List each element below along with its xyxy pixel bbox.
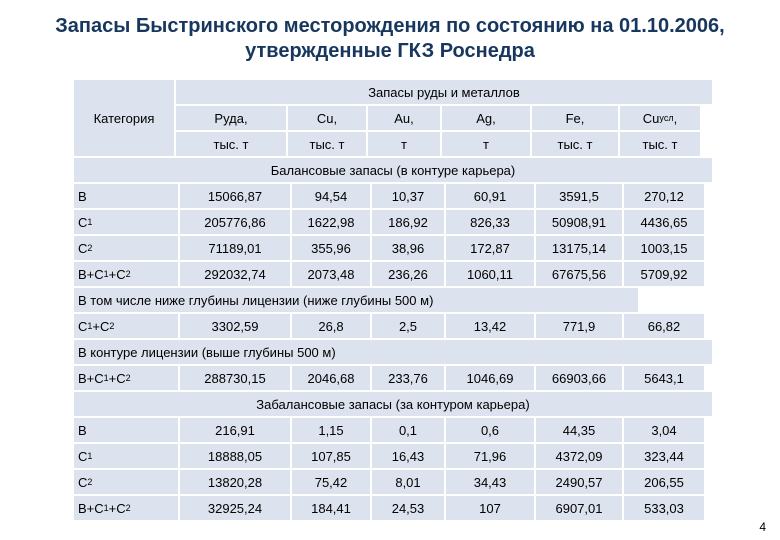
table-row: [74, 262, 712, 286]
below-license-rows: [74, 314, 712, 338]
header-names-row: [176, 106, 712, 130]
category-sub: 2: [87, 477, 93, 487]
category-sub-2: 2: [109, 321, 115, 331]
value-au: 236,26: [372, 262, 444, 286]
category-sub: 1: [103, 503, 109, 513]
header-category: Категория: [74, 80, 174, 156]
header-units-row: [176, 132, 712, 156]
category-base: B: [78, 422, 87, 438]
row-category: [74, 314, 178, 338]
page-title: [0, 14, 780, 64]
table-row: [74, 184, 712, 208]
value-au: 186,92: [372, 210, 444, 234]
value-ag: 1060,11: [446, 262, 534, 286]
col-unit-au: т: [368, 132, 440, 156]
table-row: [74, 366, 712, 390]
table-row: [74, 418, 712, 442]
value-cu: 1,15: [292, 418, 370, 442]
value-cu-equiv: 533,03: [624, 496, 704, 520]
header-group-row: [176, 80, 712, 104]
value-ag: 826,33: [446, 210, 534, 234]
title-line-1: Запасы Быстринского месторождения по состоянию на 01.10.2006,: [55, 15, 725, 37]
category-sub: 1: [103, 269, 109, 279]
row-category: [74, 262, 178, 286]
value-ore: 15066,87: [180, 184, 290, 208]
col-name-fe: Fe,: [532, 106, 618, 130]
row-category: [74, 496, 178, 520]
value-au: 38,96: [372, 236, 444, 260]
value-fe: 66903,66: [536, 366, 622, 390]
col-name-au: Au,: [368, 106, 440, 130]
col-name-cu-equiv-base: Cu: [642, 110, 660, 126]
category-base: C: [78, 448, 88, 464]
value-cu: 2046,68: [292, 366, 370, 390]
section-within-license: [74, 340, 712, 364]
header-columns: [176, 80, 712, 158]
reserves-table: [74, 80, 712, 522]
value-fe: 3591,5: [536, 184, 622, 208]
section-below-license-label: В том числе ниже глубины лицензии (ниже глубины 500 м): [74, 288, 638, 312]
value-ore: 13820,28: [180, 470, 290, 494]
category-sub-2: 2: [125, 269, 131, 279]
value-ag: 34,43: [446, 470, 534, 494]
section-balance: [74, 158, 712, 182]
value-cu: 1622,98: [292, 210, 370, 234]
category-base: C: [78, 474, 88, 490]
col-name-ore: Руда,: [176, 106, 286, 130]
col-name-cu-equiv-suffix: ,: [673, 110, 678, 126]
value-cu-equiv: 270,12: [624, 184, 704, 208]
category-base: C: [78, 240, 88, 256]
page-number: 4: [759, 520, 766, 534]
table-row: [74, 470, 712, 494]
row-category: [74, 470, 178, 494]
value-fe: 6907,01: [536, 496, 622, 520]
value-cu-equiv: 206,55: [624, 470, 704, 494]
col-name-cu-equiv-sub: усл: [659, 113, 674, 123]
value-ag: 13,42: [446, 314, 534, 338]
value-ore: 205776,86: [180, 210, 290, 234]
value-cu-equiv: 5643,1: [624, 366, 704, 390]
value-ag: 1046,69: [446, 366, 534, 390]
value-ore: 32925,24: [180, 496, 290, 520]
value-cu-equiv: 3,04: [624, 418, 704, 442]
value-cu: 94,54: [292, 184, 370, 208]
value-fe: 67675,56: [536, 262, 622, 286]
value-fe: 771,9: [536, 314, 622, 338]
table-row: [74, 236, 712, 260]
value-cu-equiv: 5709,92: [624, 262, 704, 286]
section-within-license-label: В контуре лицензии (выше глубины 500 м): [74, 340, 712, 364]
category-base: B+C: [78, 370, 104, 386]
value-au: 8,01: [372, 470, 444, 494]
value-ore: 288730,15: [180, 366, 290, 390]
value-fe: 2490,57: [536, 470, 622, 494]
value-fe: 50908,91: [536, 210, 622, 234]
value-fe: 4372,09: [536, 444, 622, 468]
table-row: [74, 444, 712, 468]
section-balance-label: Балансовые запасы (в контуре карьера): [74, 158, 712, 182]
value-au: 233,76: [372, 366, 444, 390]
title-line-2: утвержденные ГКЗ Роснедра: [245, 40, 535, 62]
value-au: 2,5: [372, 314, 444, 338]
col-unit-cu: тыс. т: [288, 132, 366, 156]
category-base: B+C: [78, 266, 104, 282]
category-sub: 2: [87, 243, 93, 253]
table-row: [74, 496, 712, 520]
category-suffix: +C: [108, 266, 126, 282]
category-sub: 1: [103, 373, 109, 383]
row-category: [74, 418, 178, 442]
value-ore: 216,91: [180, 418, 290, 442]
value-ag: 71,96: [446, 444, 534, 468]
col-unit-fe: тыс. т: [532, 132, 618, 156]
value-au: 16,43: [372, 444, 444, 468]
value-cu: 184,41: [292, 496, 370, 520]
category-base: C: [78, 214, 88, 230]
category-sub: 1: [87, 451, 93, 461]
value-cu-equiv: 323,44: [624, 444, 704, 468]
value-cu: 107,85: [292, 444, 370, 468]
value-ore: 71189,01: [180, 236, 290, 260]
col-unit-ag: т: [442, 132, 530, 156]
section-below-license: [74, 288, 712, 312]
row-category: [74, 210, 178, 234]
category-suffix: +C: [108, 370, 126, 386]
table-row: [74, 210, 712, 234]
value-au: 24,53: [372, 496, 444, 520]
value-ag: 0,6: [446, 418, 534, 442]
value-ore: 18888,05: [180, 444, 290, 468]
value-cu-equiv: 1003,15: [624, 236, 704, 260]
col-name-ag: Ag,: [442, 106, 530, 130]
off-balance-rows: [74, 418, 712, 520]
col-unit-ore: тыс. т: [176, 132, 286, 156]
value-cu: 2073,48: [292, 262, 370, 286]
value-cu: 75,42: [292, 470, 370, 494]
category-sub: 1: [87, 217, 93, 227]
value-au: 0,1: [372, 418, 444, 442]
within-license-rows: [74, 366, 712, 390]
category-sub: 1: [87, 321, 93, 331]
col-unit-cu-equiv: тыс. т: [620, 132, 700, 156]
category-sub-2: 2: [125, 373, 131, 383]
value-ag: 107: [446, 496, 534, 520]
header-group: Запасы руды и металлов: [176, 80, 712, 104]
row-category: [74, 444, 178, 468]
value-fe: 44,35: [536, 418, 622, 442]
section-off-balance-label: Забалансовые запасы (за контуром карьера): [74, 392, 712, 416]
table-header: [74, 80, 712, 158]
value-ag: 172,87: [446, 236, 534, 260]
category-base: B: [78, 188, 87, 204]
value-cu: 26,8: [292, 314, 370, 338]
value-ag: 60,91: [446, 184, 534, 208]
row-category: [74, 184, 178, 208]
value-cu-equiv: 4436,65: [624, 210, 704, 234]
value-au: 10,37: [372, 184, 444, 208]
row-category: [74, 236, 178, 260]
value-ore: 292032,74: [180, 262, 290, 286]
value-cu: 355,96: [292, 236, 370, 260]
category-suffix: +C: [92, 318, 110, 334]
col-name-cu: Cu,: [288, 106, 366, 130]
value-ore: 3302,59: [180, 314, 290, 338]
category-base: B+C: [78, 500, 104, 516]
value-cu-equiv: 66,82: [624, 314, 704, 338]
balance-rows: [74, 184, 712, 286]
col-name-cu-equiv: [620, 106, 700, 130]
category-suffix: +C: [108, 500, 126, 516]
value-fe: 13175,14: [536, 236, 622, 260]
table-row: [74, 314, 712, 338]
category-sub-2: 2: [125, 503, 131, 513]
row-category: [74, 366, 178, 390]
category-base: C: [78, 318, 88, 334]
section-off-balance: [74, 392, 712, 416]
